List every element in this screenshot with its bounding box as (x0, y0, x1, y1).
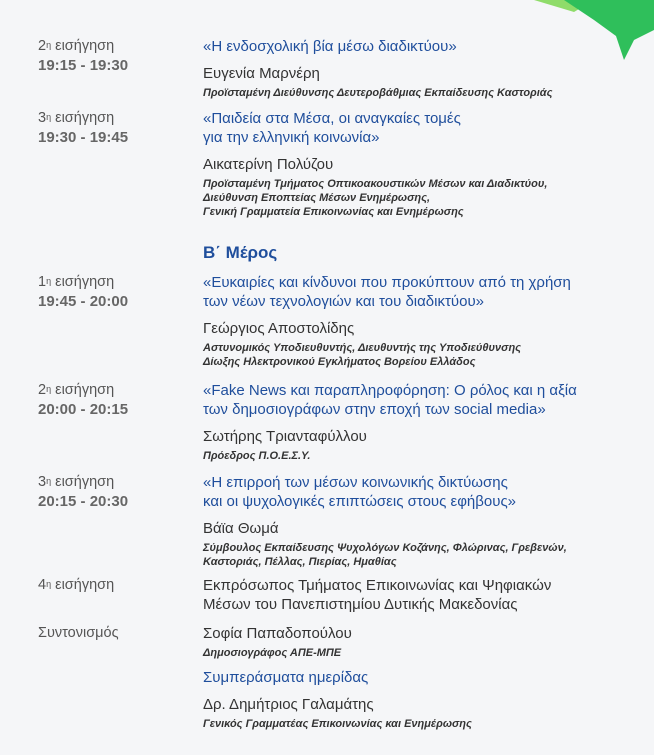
speaker-role: Πρόεδρος Π.Ο.Ε.Σ.Υ. (203, 450, 311, 462)
coordination-label: Συντονισμός (38, 625, 119, 641)
conclusions-speaker: Δρ. Δημήτριος Γαλαμάτης (203, 696, 374, 713)
ordinal-word: εισήγηση (55, 577, 115, 593)
speaker-role: Προϊσταμένη Τμήματος Οπτικοακουστικών Μέσων και Διαδικτύου, Διεύθυνση Εποπτείας Μέσων Ενημέρωσης, Γενική Γραμματεία Επικοινωνίας και Ενημέρωσης (203, 178, 548, 218)
university-representative: Εκπρόσωπος Τμήματος Επικοινωνίας και Ψηφιακών Μέσων του Πανεπιστημίου Δυτικής Μακεδονίας (203, 577, 552, 613)
row-content (203, 37, 643, 100)
ordinal-word: εισήγηση (55, 38, 115, 54)
row-time-block (38, 381, 198, 419)
ordinal-suffix: η (46, 112, 52, 122)
talk-title: «Η επιρροή των μέσων κοινωνικής δικτύωσης και οι ψυχολογικές επιπτώσεις στους εφήβους» (203, 474, 517, 510)
time-slot: 19:30 - 19:45 (38, 129, 129, 146)
row-time-block (38, 273, 198, 311)
row-content (203, 576, 643, 614)
speaker-role: Σύμβουλος Εκπαίδευσης Ψυχολόγων Κοζάνης, Φλώρινας, Γρεβενών, Καστοριάς, Πέλλας, Πιερίας, Ημαθίας (203, 542, 567, 568)
coordinator-name: Σοφία Παπαδοπούλου (203, 625, 352, 642)
ordinal-number: 2 (38, 382, 47, 398)
row-content (203, 624, 643, 660)
ordinal-number: 3 (38, 110, 47, 126)
speaker-role: Αστυνομικός Υποδιευθυντής, Διευθυντής της Υποδιεύθυνσης Δίωξης Ηλεκτρονικού Εγκλήματος Βορείου Ελλάδος (203, 342, 522, 368)
speaker-role: Προϊσταμένη Διεύθυνσης Δευτεροβάθμιας Εκπαίδευσης Καστοριάς (203, 87, 553, 99)
talk-title: «Fake News και παραπληροφόρηση: Ο ρόλος και η αξία των δημοσιογράφων στην εποχή των social media» (203, 382, 577, 418)
ordinal-number: 4 (38, 577, 47, 593)
ordinal-word: εισήγηση (55, 274, 115, 290)
row-content (203, 273, 643, 369)
row-content (203, 381, 643, 463)
conclusions-role: Γενικός Γραμματέας Επικοινωνίας και Ενημέρωσης (203, 718, 472, 730)
talk-title: «Παιδεία στα Μέσα, οι αναγκαίες τομές για την ελληνική κοινωνία» (203, 110, 461, 146)
ordinal-suffix: η (46, 476, 52, 486)
ordinal-number: 2 (38, 38, 47, 54)
row-content (203, 109, 643, 219)
speaker-name: Αικατερίνη Πολύζου (203, 156, 334, 173)
section-b-heading: Β΄ Μέρος (203, 243, 278, 262)
row-time-block (38, 576, 198, 595)
row-time-block (38, 473, 198, 511)
ordinal-suffix: η (46, 276, 52, 286)
speaker-name: Ευγενία Μαρνέρη (203, 65, 320, 82)
time-slot: 19:15 - 19:30 (38, 57, 129, 74)
talk-title: «Η ενδοσχολική βία μέσω διαδικτύου» (203, 38, 457, 55)
ordinal-word: εισήγηση (55, 110, 115, 126)
row-content (203, 473, 643, 569)
ordinal-number: 1 (38, 274, 47, 290)
ordinal-suffix: η (46, 40, 52, 50)
speaker-name: Σωτήρης Τριανταφύλλου (203, 428, 367, 445)
ordinal-word: εισήγηση (55, 474, 115, 490)
row-content (203, 668, 643, 731)
ordinal-word: εισήγηση (55, 382, 115, 398)
ordinal-suffix: η (46, 579, 52, 589)
conclusions-title: Συμπεράσματα ημερίδας (203, 669, 369, 686)
time-slot: 20:15 - 20:30 (38, 493, 129, 510)
row-time-block (38, 109, 198, 147)
speaker-name: Γεώργιος Αποστολίδης (203, 320, 355, 337)
talk-title: «Ευκαιρίες και κίνδυνοι που προκύπτουν από τη χρήση των νέων τεχνολογιών και του διαδικτύου» (203, 274, 571, 310)
speaker-name: Βάϊα Θωμά (203, 520, 279, 537)
time-slot: 20:00 - 20:15 (38, 401, 129, 418)
row-time-block (38, 37, 198, 75)
ordinal-number: 3 (38, 474, 47, 490)
coordinator-role: Δημοσιογράφος ΑΠΕ-ΜΠΕ (203, 647, 342, 659)
time-slot: 19:45 - 20:00 (38, 293, 129, 310)
ordinal-suffix: η (46, 384, 52, 394)
